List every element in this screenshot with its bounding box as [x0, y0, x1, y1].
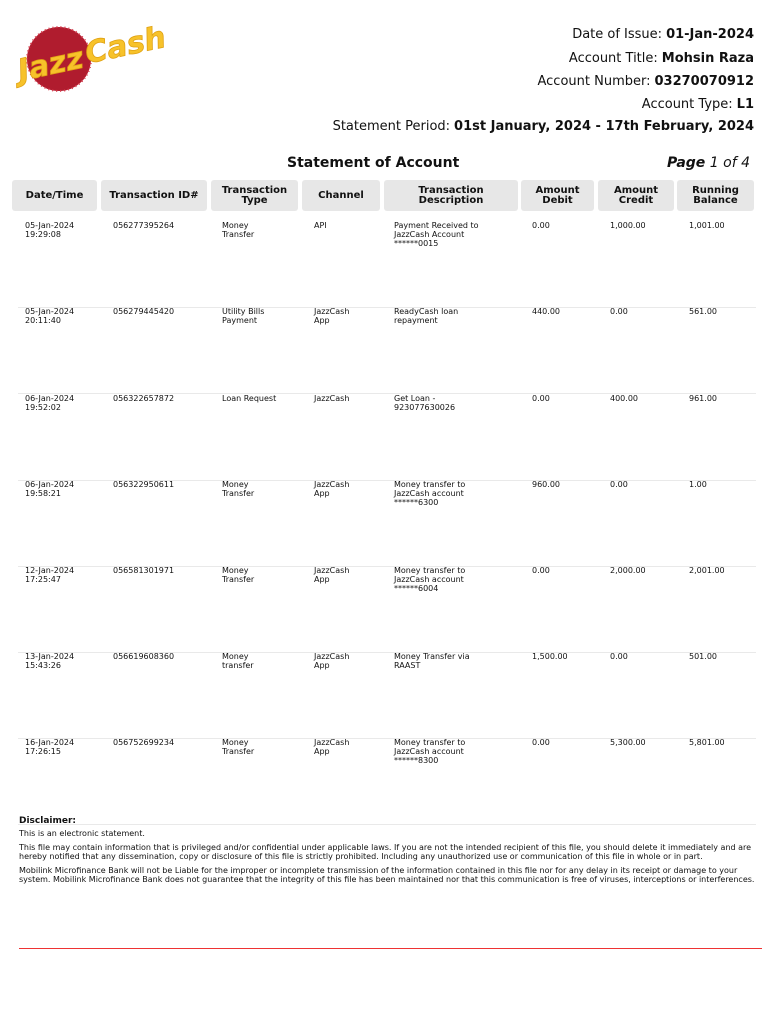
- column-header-channel: Channel: [302, 180, 380, 211]
- table-header: [12, 180, 756, 212]
- table-row: [18, 307, 756, 394]
- page-current: 1: [709, 155, 719, 171]
- column-header-transaction-id: Transaction ID#: [101, 180, 207, 211]
- disclaimer-paragraph: This is an electronic statement.: [19, 829, 145, 838]
- cell-transaction-id: 056322950611: [113, 480, 175, 489]
- account-title-label: Account Title:: [568, 51, 658, 66]
- column-header-balance: Running Balance: [677, 180, 754, 211]
- account-number-value: 03270070912: [654, 74, 754, 89]
- cell-transaction-id: 056752699234: [113, 738, 175, 747]
- cell-balance: 561.00: [689, 307, 717, 316]
- column-header-date: Date/Time: [12, 180, 97, 211]
- cell-description: Money transfer to JazzCash account ******6004: [394, 566, 466, 593]
- account-type-value: L1: [736, 97, 754, 112]
- cell-description: Get Loan - 923077630026: [394, 394, 456, 412]
- cell-transaction-id: 056279445420: [113, 307, 175, 316]
- cell-date: 05-Jan-2024 20:11:40: [25, 307, 75, 325]
- cell-transaction-type: Utility Bills Payment: [222, 307, 265, 325]
- column-header-debit: Amount Debit: [521, 180, 594, 211]
- disclaimer-paragraph: Mobilink Microfinance Bank will not be Liable for the improper or incomplete transmission of the information contained in this file nor for any delay in its receipt or damage to your system. Mobilink Microfinance Bank does not guarantee that the integrity of this file has been maintained nor that this communication is free of viruses, interceptions or interferences.: [19, 866, 755, 884]
- cell-channel: API: [314, 221, 327, 230]
- cell-description: Money transfer to JazzCash account ******8300: [394, 738, 466, 765]
- cell-transaction-id: 056322657872: [113, 394, 175, 403]
- cell-credit: 2,000.00: [610, 566, 646, 575]
- statement-period-label: Statement Period:: [332, 119, 451, 134]
- cell-balance: 1.00: [689, 480, 707, 489]
- jazzcash-logo: [12, 12, 182, 102]
- cell-credit: 0.00: [610, 652, 628, 661]
- table-row: [18, 566, 756, 653]
- cell-description: ReadyCash loan repayment: [394, 307, 459, 325]
- account-type: [642, 97, 754, 112]
- page-indicator: [667, 155, 750, 171]
- table-row: [18, 652, 756, 739]
- cell-debit: 1,500.00: [532, 652, 568, 661]
- disclaimer-paragraph: This file may contain information that is privileged and/or confidential under applicable laws. If you are not the intended recipient of this file, you should delete it immediately and are hereby notified that any dissemination, copy or disclosure of this file is strictly prohibited. Including any unauthorized use or communication of this file in whole or in part.: [19, 843, 752, 861]
- page-total: 4: [741, 155, 750, 171]
- statement-title: Statement of Account: [287, 155, 460, 171]
- cell-credit: 0.00: [610, 480, 628, 489]
- cell-transaction-id: 056619608360: [113, 652, 175, 661]
- table-row: [18, 394, 756, 481]
- cell-debit: 960.00: [532, 480, 560, 489]
- footer-divider: [19, 948, 762, 949]
- column-header-credit: Amount Credit: [598, 180, 674, 211]
- cell-transaction-id: 056581301971: [113, 566, 175, 575]
- cell-credit: 1,000.00: [610, 221, 646, 230]
- table-row: [18, 738, 756, 825]
- cell-transaction-type: Money Transfer: [222, 738, 255, 756]
- cell-balance: 501.00: [689, 652, 717, 661]
- logo-text-cash: Cash: [82, 20, 169, 72]
- cell-channel: JazzCash App: [314, 480, 350, 498]
- statement-period-value: 01st January, 2024 - 17th February, 2024: [454, 119, 754, 134]
- cell-debit: 0.00: [532, 394, 550, 403]
- table-row: [18, 221, 756, 308]
- disclaimer-title: Disclaimer:: [19, 816, 77, 826]
- cell-credit: 400.00: [610, 394, 638, 403]
- cell-channel: JazzCash App: [314, 652, 350, 670]
- cell-credit: 0.00: [610, 307, 628, 316]
- cell-channel: JazzCash App: [314, 566, 350, 584]
- cell-transaction-id: 056277395264: [113, 221, 175, 230]
- cell-date: 12-Jan-2024 17:25:47: [25, 566, 75, 584]
- cell-debit: 0.00: [532, 221, 550, 230]
- cell-balance: 1,001.00: [689, 221, 725, 230]
- cell-balance: 961.00: [689, 394, 717, 403]
- cell-transaction-type: Money Transfer: [222, 480, 255, 498]
- cell-date: 13-Jan-2024 15:43:26: [25, 652, 75, 670]
- account-type-label: Account Type:: [641, 97, 733, 112]
- cell-balance: 2,001.00: [689, 566, 725, 575]
- cell-debit: 0.00: [532, 738, 550, 747]
- account-number-label: Account Number:: [537, 74, 651, 89]
- cell-date: 05-Jan-2024 19:29:08: [25, 221, 75, 239]
- account-title-value: Mohsin Raza: [661, 51, 754, 66]
- cell-transaction-type: Money Transfer: [222, 566, 255, 584]
- date-of-issue-value: 01-Jan-2024: [666, 27, 754, 42]
- page-word: Page: [666, 155, 706, 171]
- cell-description: Payment Received to JazzCash Account ******0015: [394, 221, 479, 248]
- cell-date: 06-Jan-2024 19:52:02: [25, 394, 75, 412]
- cell-description: Money transfer to JazzCash account ******6300: [394, 480, 466, 507]
- cell-balance: 5,801.00: [689, 738, 725, 747]
- cell-channel: JazzCash App: [314, 738, 350, 756]
- page-of-word: of: [723, 155, 737, 171]
- cell-description: Money Transfer via RAAST: [394, 652, 470, 670]
- cell-debit: 440.00: [532, 307, 560, 316]
- cell-debit: 0.00: [532, 566, 550, 575]
- date-of-issue: [572, 27, 754, 42]
- cell-date: 16-Jan-2024 17:26:15: [25, 738, 75, 756]
- cell-channel: JazzCash: [314, 394, 350, 403]
- account-title: [569, 51, 754, 66]
- column-header-transaction-type: Transaction Type: [211, 180, 298, 211]
- cell-credit: 5,300.00: [610, 738, 646, 747]
- logo-text-jazz: Jazz: [14, 40, 87, 89]
- disclaimer: [19, 817, 759, 889]
- cell-transaction-type: Money Transfer: [222, 221, 255, 239]
- table-row: [18, 480, 756, 567]
- cell-date: 06-Jan-2024 19:58:21: [25, 480, 75, 498]
- statement-period: [333, 119, 754, 134]
- column-header-description: Transaction Description: [384, 180, 518, 211]
- cell-channel: JazzCash App: [314, 307, 350, 325]
- date-of-issue-label: Date of Issue:: [572, 27, 663, 42]
- cell-transaction-type: Money transfer: [222, 652, 254, 670]
- account-number: [538, 74, 755, 89]
- cell-transaction-type: Loan Request: [222, 394, 277, 403]
